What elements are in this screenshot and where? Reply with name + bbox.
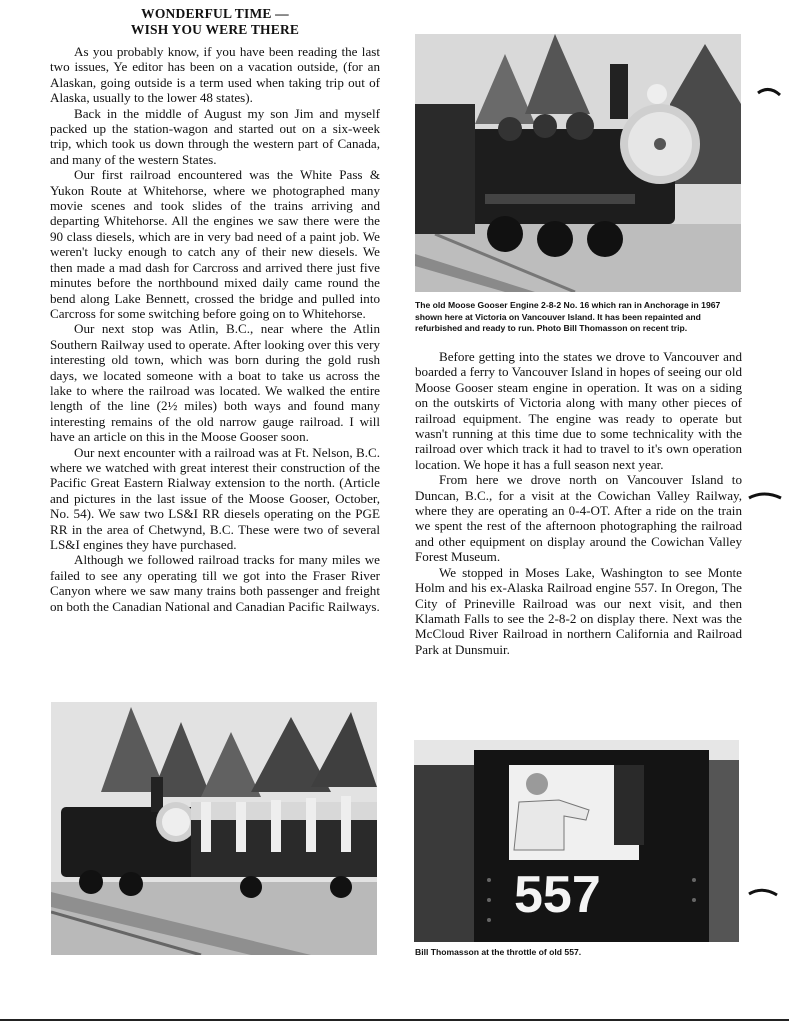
photo-locomotive-no-16 xyxy=(415,34,741,292)
binder-mark xyxy=(757,85,781,101)
heading-line-2: WISH YOU WERE THERE xyxy=(130,22,300,37)
footer-rule xyxy=(0,1019,789,1021)
left-column xyxy=(50,6,380,614)
photo-engine-557-cab xyxy=(414,740,739,942)
article-heading xyxy=(50,6,380,38)
paragraph: Back in the middle of August my son Jim and myself packed up the station-wagon and started out on a six-week trip, which took us down through the western part of Canada, and many of the western States. xyxy=(50,105,380,167)
paragraph: Our next encounter with a railroad was at Ft. Nelson, B.C. where we watched with great interest their construction of the Pacific Great Eastern Rialway extension to the north. (Article and pictures in the last issue of the Moose Gooser, October, No. 54). We saw two LS&I RR diesels operating on the PGE RR in the area of Chetwynd, B.C. These were two of several LS&I engines they have purchased. xyxy=(50,444,380,552)
right-column xyxy=(415,349,742,657)
paragraph: Before getting into the states we drove to Vancouver and boarded a ferry to Vancouver Island in hopes of seeing our old Moose Gooser steam engine in operation. It was on a siding on the outskirts of Victoria along with many other pieces of railroad equipment. The engine was ready to operate but wasn't running at this time due to some technicality with the railroad over which track it had to travel to it's own operation location. We hope it has a full season next year. xyxy=(415,349,742,472)
photo-caption: Bill Thomasson at the throttle of old 557. xyxy=(415,947,582,957)
binder-mark xyxy=(748,490,782,506)
photo-locomotive-with-flatcar xyxy=(51,702,377,955)
heading-line-1: WONDERFUL TIME — xyxy=(141,6,289,21)
paragraph: As you probably know, if you have been reading the last two issues, Ye editor has been on a vacation outside, (for an Alaskan, going outside is a term used when taking trip out of Alaska, usually to the lower 48 states). xyxy=(50,44,380,106)
cab-number: 557 xyxy=(514,866,601,924)
binder-mark xyxy=(748,886,778,902)
photo-caption: The old Moose Gooser Engine 2-8-2 No. 16 which ran in Anchorage in 1967 shown here at Victoria on Vancouver Island. It has been repainted and refurbished and ready to run. Photo Bill Thomasson on recent trip. xyxy=(415,300,721,333)
paragraph: Although we followed railroad tracks for many miles we failed to see any operating till we got into the Fraser River Canyon where we saw many trains both passenger and freight on both the Canadian National and Canadian Pacific Railways. xyxy=(50,552,380,614)
paragraph: We stopped in Moses Lake, Washington to see Monte Holm and his ex-Alaska Railroad engine 557. In Oregon, The City of Prineville Railroad was our next visit, and then Klamath Falls to see the 2-8-2 on display there. Next was the McCloud River Railroad in northern California and Railroad Park at Dunsmuir. xyxy=(415,564,742,657)
paragraph: From here we drove north on Vancouver Island to Duncan, B.C., for a visit at the Cowichan Valley Railway, where they are operating an 0-4-OT. After a ride on the train we spent the rest of the afternoon photographing the railroad and other equipment on display around the Cowichan Valley Forest Museum. xyxy=(415,472,742,565)
paragraph: Our next stop was Atlin, B.C., near where the Atlin Southern Railway used to operate. After looking over this very interesting old town, which was born during the gold rush days, we located someone with a boat to take us across the lake to where the railroad was located. We walked the entire length of the line (2½ miles) both ways and found many interesting remains of the old narrow gauge railroad. I will have an article on this in the Moose Gooser soon. xyxy=(50,321,380,445)
paragraph: Our first railroad encountered was the White Pass & Yukon Route at Whitehorse, where we photographed many movie scenes and took slides of the trains arriving and departing Whitehorse. All the engines we saw there were the 90 class diesels, which are in very bad need of a paint job. We weren't lucky enough to catch any of their new diesels. We then made a mad dash for Carcross and arrived there just five minutes before the northbound mixed daily came round the bend along Lake Bennett, crossed the bridge and pulled into Carcross for some switching before going on to Whitehorse. xyxy=(50,167,380,321)
